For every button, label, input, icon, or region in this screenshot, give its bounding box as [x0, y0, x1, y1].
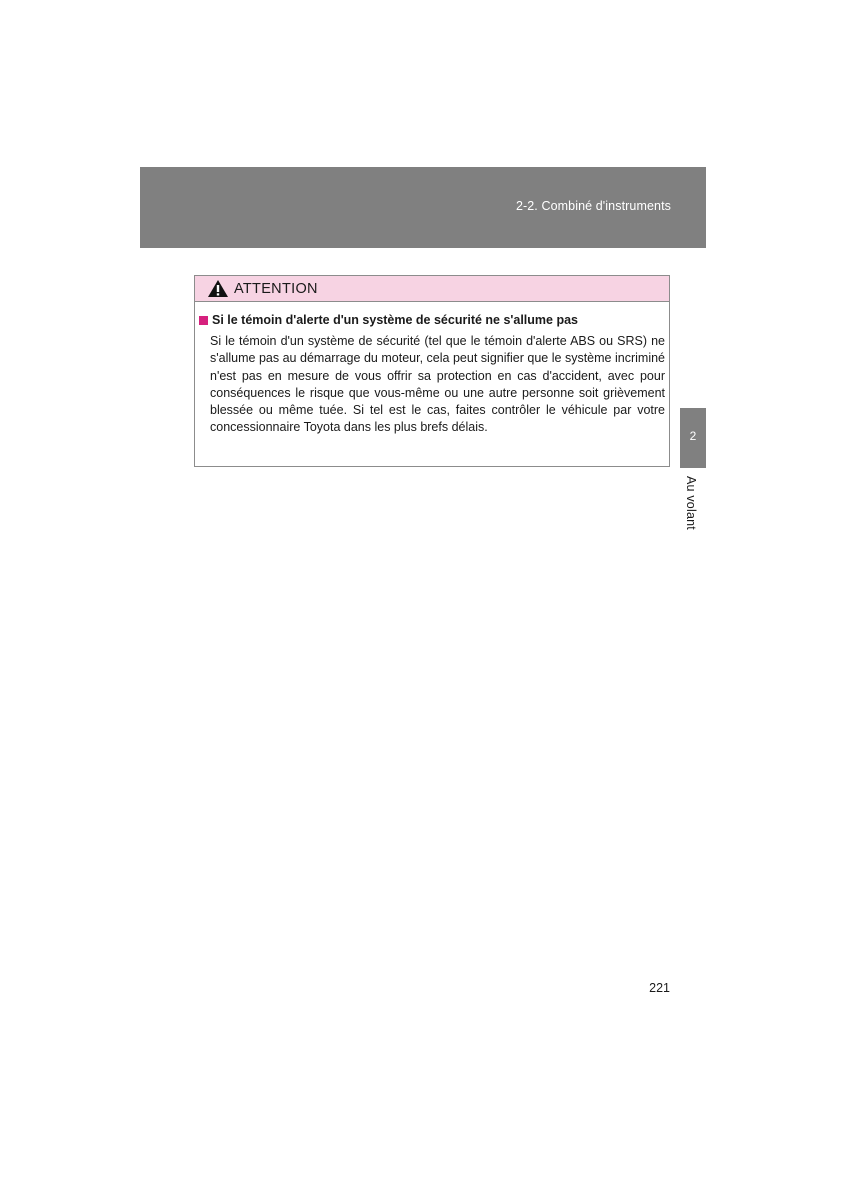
warning-body: Si le témoin d'un système de sécurité (tel que le témoin d'alerte ABS ou SRS) ne s'allume pas au démarrage du moteur, cela peut signifier que le système incriminé n'est pas en mesure de vous offrir sa protection en cas d'accident, avec pour conséquences le risque que vous-même ou une autre personne soit grièvement blessée ou même tuée. Si tel est le cas, faites contrôler le véhicule par votre concessionnaire Toyota dans les plus brefs délais. [210, 334, 665, 435]
warning-triangle-icon [207, 279, 229, 298]
section-title: 2-2. Combiné d'instruments [515, 199, 671, 213]
chapter-title: Au volant [684, 476, 698, 530]
section-header-band [140, 167, 706, 248]
warning-box [194, 275, 670, 467]
warning-header [195, 276, 669, 302]
warning-subheading-text: Si le témoin d'alerte d'un système de sécurité ne s'allume pas [212, 313, 578, 327]
page-number: 221 [649, 981, 670, 995]
bullet-square-icon [199, 316, 208, 325]
chapter-number: 2 [689, 429, 697, 443]
warning-subheading [199, 313, 578, 327]
chapter-tab [680, 408, 706, 468]
warning-label: ATTENTION [234, 280, 318, 297]
